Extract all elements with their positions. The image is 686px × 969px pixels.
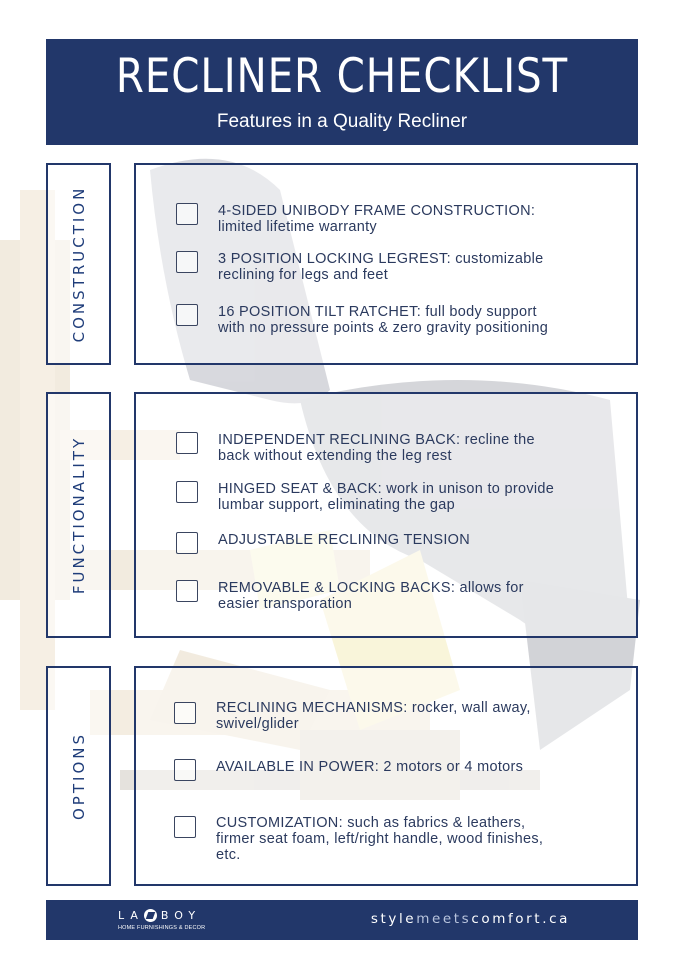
checkbox-icon[interactable]	[176, 532, 198, 554]
checkbox-icon[interactable]	[176, 432, 198, 454]
item-line-2: limited lifetime warranty	[218, 219, 377, 235]
checkbox-icon[interactable]	[174, 702, 196, 724]
item-line-1: 16 POSITION TILT RATCHET: full body support	[218, 304, 537, 320]
item-line-3: etc.	[216, 847, 241, 863]
item-line-1: AVAILABLE IN POWER: 2 motors or 4 motors	[216, 759, 524, 775]
la-z-boy-logo-mark-icon	[144, 909, 157, 922]
checkbox-icon[interactable]	[176, 251, 198, 273]
item-line-1: REMOVABLE & LOCKING BACKS: allows for	[218, 580, 524, 596]
tagline-style: style	[370, 911, 417, 927]
header-banner	[46, 39, 638, 145]
logo-text-left: LA	[118, 909, 144, 922]
tagline-comfort: comfort	[471, 911, 543, 927]
item-line-2: firmer seat foam, left/right handle, wood finishes,	[216, 831, 544, 847]
section-label-functionality: FUNCTIONALITY	[46, 392, 111, 638]
checkbox-icon[interactable]	[174, 816, 196, 838]
item-line-2: back without extending the leg rest	[218, 448, 452, 464]
item-line-2: lumbar support, eliminating the gap	[218, 497, 455, 513]
section-box-options	[134, 666, 638, 886]
item-line-2: easier transporation	[218, 596, 353, 612]
item-line-1: 4-SIDED UNIBODY FRAME CONSTRUCTION:	[218, 203, 536, 219]
checkbox-icon[interactable]	[176, 304, 198, 326]
item-line-1: INDEPENDENT RECLINING BACK: recline the	[218, 432, 535, 448]
checkbox-icon[interactable]	[174, 759, 196, 781]
item-line-2: with no pressure points & zero gravity positioning	[218, 320, 549, 336]
page-title: RECLINER CHECKLIST	[115, 49, 569, 104]
section-box-functionality	[134, 392, 638, 638]
item-line-1: HINGED SEAT & BACK: work in unison to provide	[218, 481, 555, 497]
brand-logo	[118, 909, 218, 931]
tagline-meets: meets	[416, 911, 472, 927]
logo-subtitle: HOME FURNISHINGS & DECOR	[118, 925, 206, 931]
item-line-1: ADJUSTABLE RECLINING TENSION	[218, 532, 470, 548]
checkbox-icon[interactable]	[176, 203, 198, 225]
item-line-2: reclining for legs and feet	[218, 267, 389, 283]
item-line-2: swivel/glider	[216, 716, 299, 732]
page-subtitle: Features in a Quality Recliner	[216, 111, 468, 132]
section-label-options: OPTIONS	[46, 666, 111, 886]
item-line-1: 3 POSITION LOCKING LEGREST: customizable	[218, 251, 544, 267]
logo-text-right: BOY	[160, 909, 202, 922]
item-line-1: RECLINING MECHANISMS: rocker, wall away,	[216, 700, 531, 716]
item-line-1: CUSTOMIZATION: such as fabrics & leathers,	[216, 815, 526, 831]
checkbox-icon[interactable]	[176, 481, 198, 503]
website-tagline[interactable]	[371, 911, 570, 927]
footer-banner	[46, 900, 638, 940]
tagline-domain: .ca	[542, 911, 570, 927]
section-label-construction: CONSTRUCTION	[46, 163, 111, 365]
checkbox-icon[interactable]	[176, 580, 198, 602]
